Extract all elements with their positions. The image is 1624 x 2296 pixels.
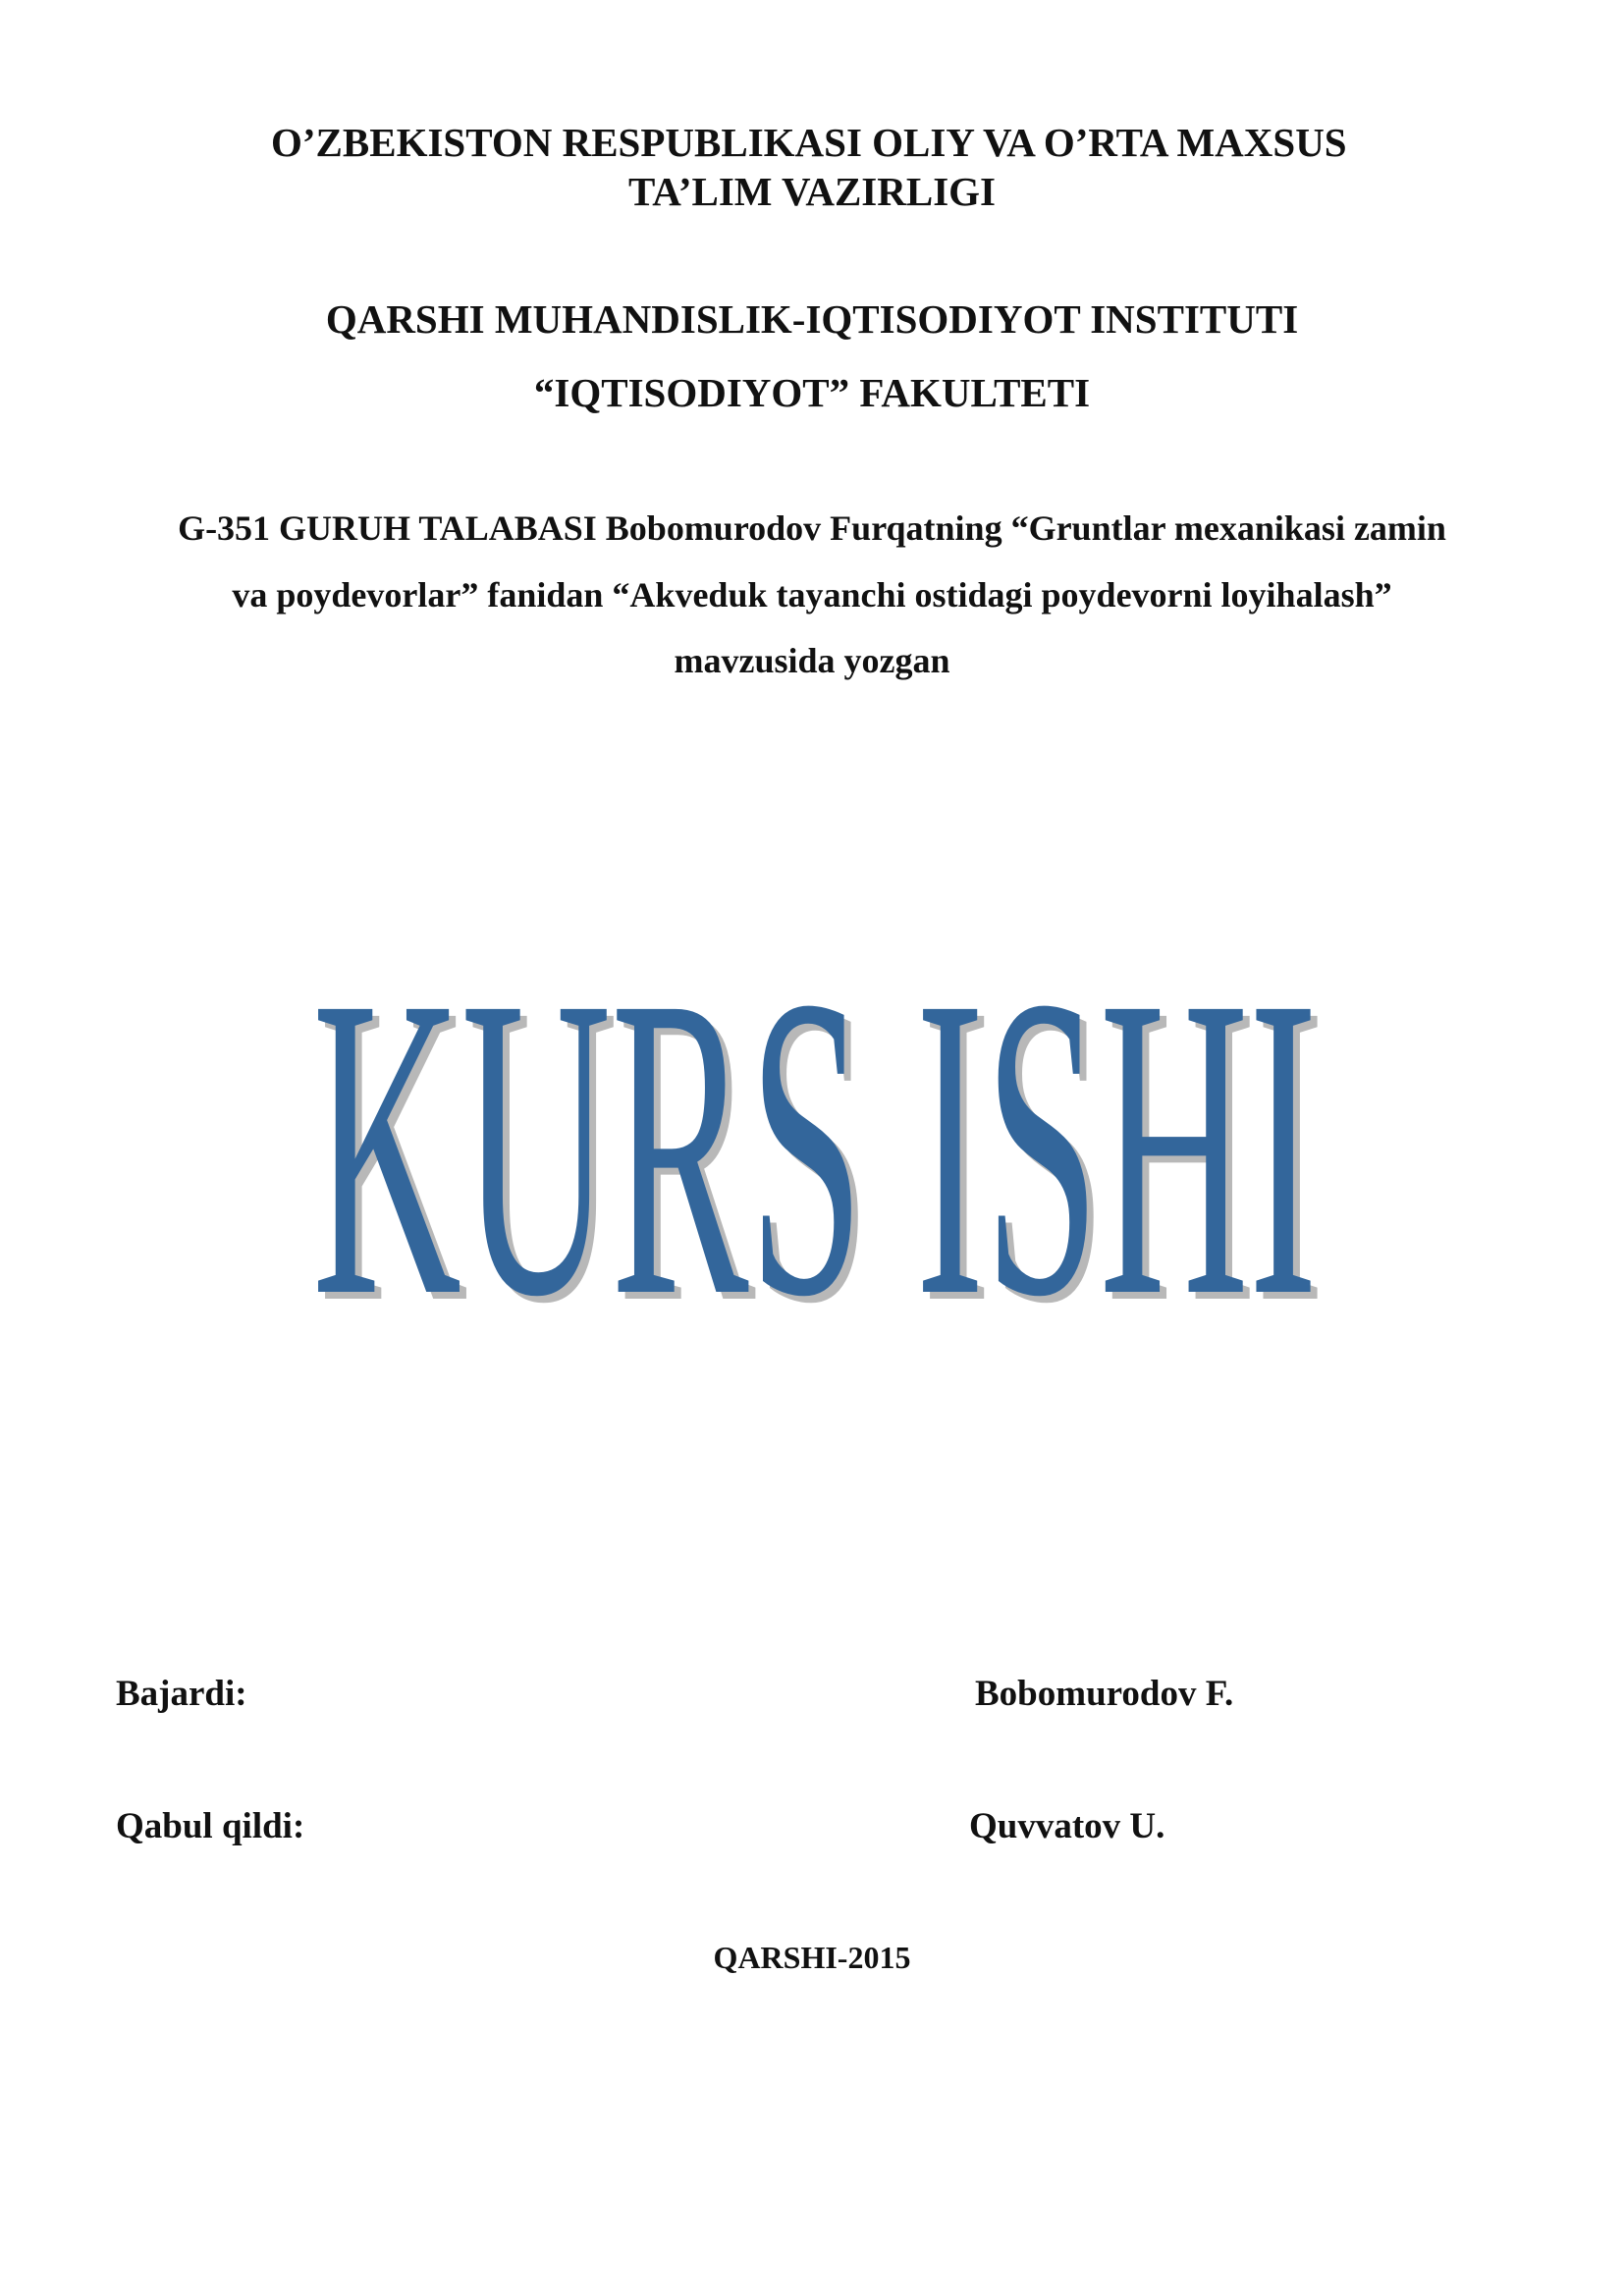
faculty-name: “IQTISODIYOT” FAKULTETI xyxy=(533,370,1091,415)
title-wordart-shadow: KURS ISHI xyxy=(319,942,1325,1335)
accepted-by-name: Quvvatov U. xyxy=(969,1806,1165,1846)
performed-by-name: Bobomurodov F. xyxy=(975,1674,1234,1714)
title-wordart-svg xyxy=(295,942,1335,1335)
accepted-by-label: Qabul qildi: xyxy=(116,1806,305,1846)
topic-line-2: va poydevorlar” fanidan “Akveduk tayanchi ostidagi poydevorni loyihalash” xyxy=(232,575,1392,614)
institute-name: QARSHI MUHANDISLIK-IQTISODIYOT INSTITUTI xyxy=(325,296,1299,342)
performed-by-label: Bajardi: xyxy=(116,1674,247,1714)
ministry-title-line-2: TA’LIM VAZIRLIGI xyxy=(627,169,997,214)
title-wordart xyxy=(295,942,1335,1335)
topic-line-1: G-351 GURUH TALABASI Bobomurodov Furqatning “Gruntlar mexanikasi zamin xyxy=(178,508,1446,548)
ministry-title-line-1: O’ZBEKISTON RESPUBLIKASI OLIY VA O’RTA MAXSUS xyxy=(271,120,1347,165)
topic-line-3: mavzusida yozgan xyxy=(674,641,950,680)
city-year: QARSHI-2015 xyxy=(713,1940,911,1975)
title-wordart-text: KURS ISHI xyxy=(312,942,1318,1335)
